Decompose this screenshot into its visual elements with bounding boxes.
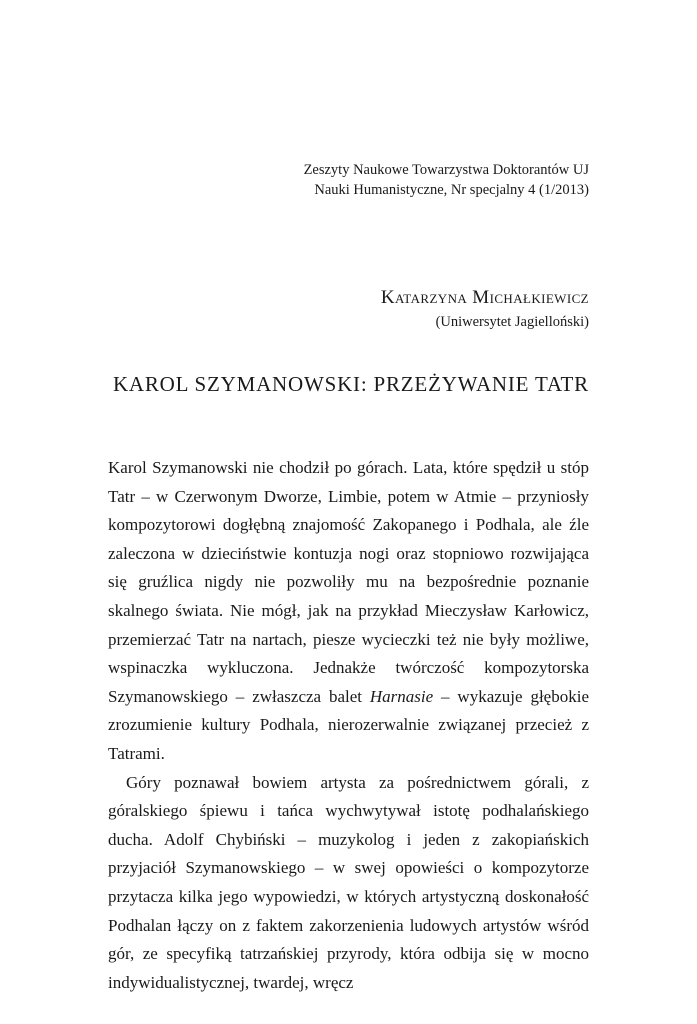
body-paragraph (108, 454, 589, 769)
journal-title: Zeszyty Naukowe Towarzystwa Doktorantów UJ (303, 162, 589, 178)
article-body (108, 454, 589, 997)
journal-header (304, 160, 589, 200)
author-name: Katarzyna Michałkiewicz (380, 287, 589, 308)
body-paragraph: Góry poznawał bowiem artysta za pośrednictwem górali, z góralskiego śpiewu i tańca wychwytywał istotę podhalańskiego ducha. Adolf Chybiński – muzykolog i jeden z zakopiańskich przyjaciół Szymanowskiego – w swej opowieści o kompozytorze przytacza kilka jego wypowiedzi, w których artystyczną doskonałość Podhalan łączy on z faktem zakorzenienia ludowych artystów wśród gór, ze specyfiką tatrzańskiej przyrody, która odbija się w mocno indywidualistycznej, twardej, wręcz (108, 772, 589, 992)
author-block (381, 286, 589, 333)
paragraph-text: Karol Szymanowski nie chodził po górach. Lata, które spędził u stóp Tatr – w Czerwonym Dworze, Limbie, potem w Atmie – przyniosły kompozytorowi dogłębną znajomość Zakopanego i Podhala, ale źle zaleczona w dzieciństwie kontuzja nogi oraz stopniowo rozwijająca się gruźlica nigdy nie pozwoliły mu na bezpośrednie poznanie skalnego świata. Nie mógł, jak na przykład Mieczysław Karłowicz, przemierzać Tatr na nartach, piesze wycieczki też nie były możliwe, wspinaczka wykluczona. Jednakże twórczość kompozytorska Szymanowskiego – zwłaszcza balet (108, 458, 589, 706)
italic-title-harnasie: Harnasie (369, 686, 434, 706)
journal-issue: Nauki Humanistyczne, Nr specjalny 4 (1/2013) (314, 182, 589, 198)
article-title: KAROL SZYMANOWSKI: PRZEŻYWANIE TATR (112, 372, 589, 396)
paragraph-text: – wykazuje głębokie zrozumienie kultury Podhala, nierozerwalnie związanej przecież z Tatrami. (108, 686, 589, 763)
author-affiliation: (Uniwersytet Jagielloński) (435, 314, 589, 330)
